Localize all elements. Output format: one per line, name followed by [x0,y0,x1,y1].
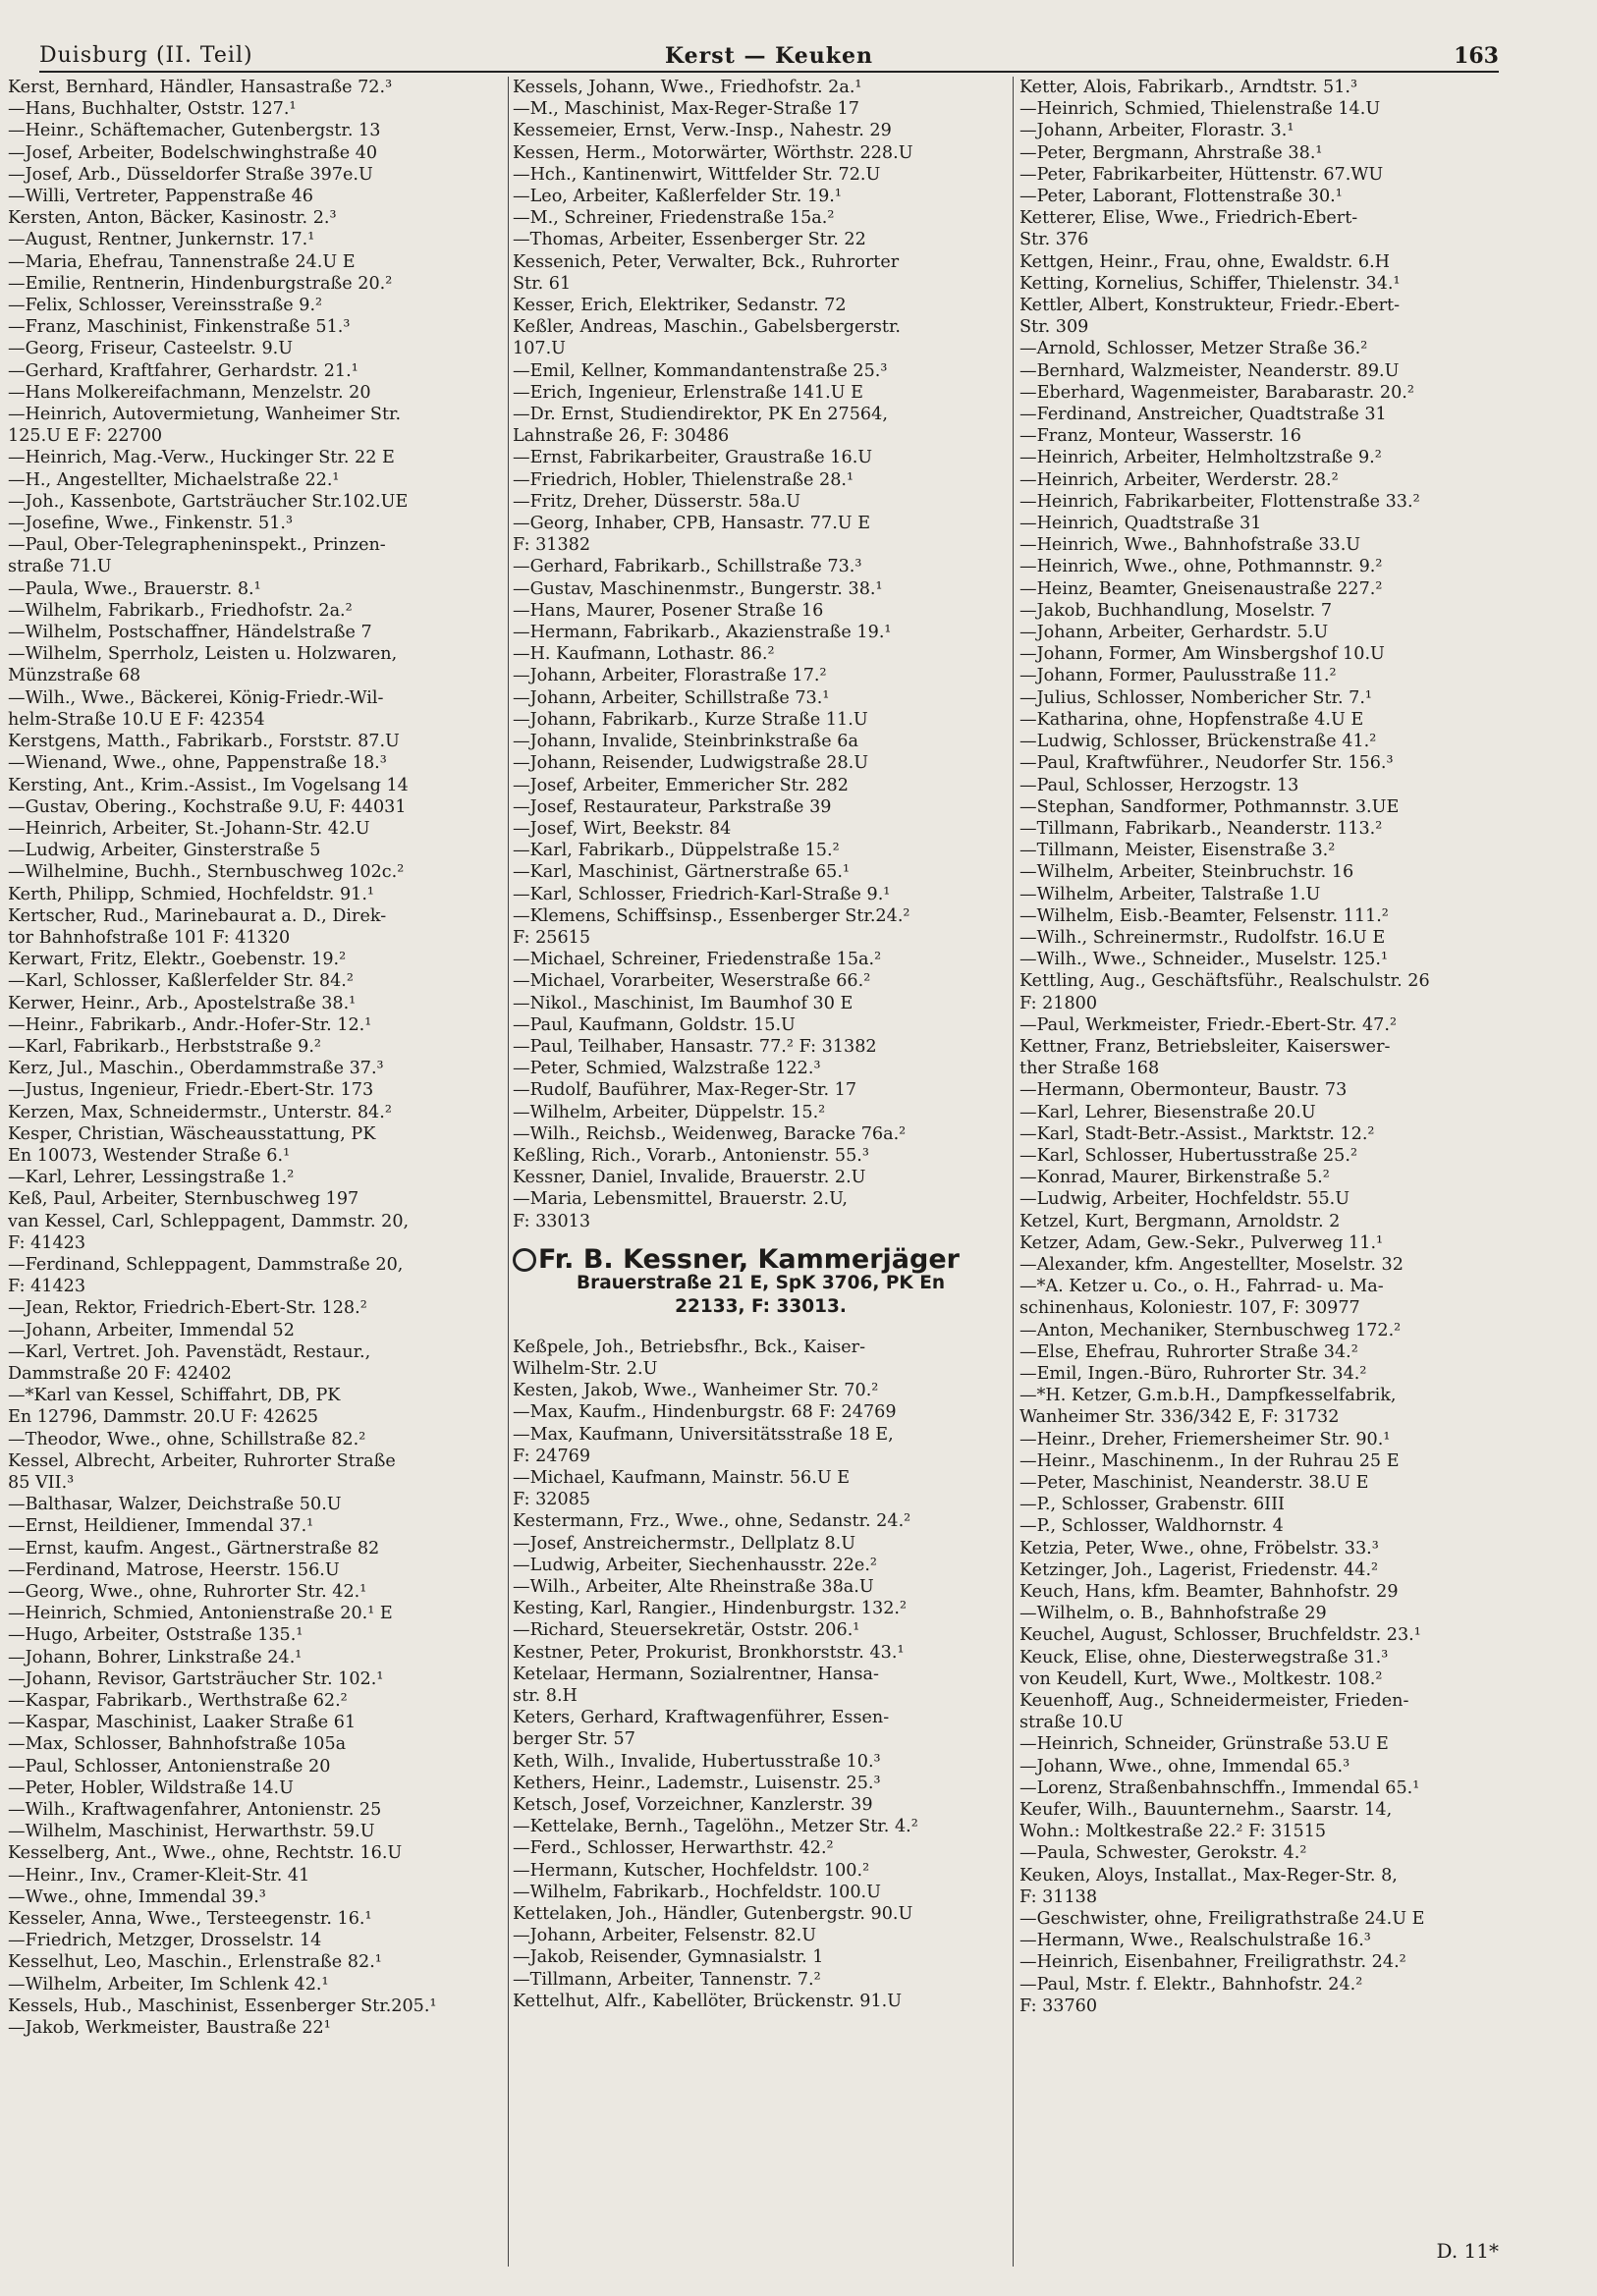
directory-entry-line: —*A. Ketzer u. Co., o. H., Fahrrad- u. Ma- [1019,1277,1384,1297]
directory-entry-line: —Georg, Friseur, Casteelstr. 9.U [8,339,294,359]
directory-entry-line: —Theodor, Wwe., ohne, Schillstraße 82.² [8,1429,366,1449]
directory-entry-line: straße 71.U [8,557,112,577]
directory-entry-line: Ketzinger, Joh., Lagerist, Friedenstr. 44.² [1019,1559,1379,1580]
directory-entry-line: —Justus, Ingenieur, Friedr.-Ebert-Str. 173 [8,1080,374,1101]
directory-entry-line: —Heinrich, Wwe., Bahnhofstraße 33.U [1019,535,1361,556]
directory-entry-line: Ketzer, Adam, Gew.-Sekr., Pulverweg 11.¹ [1019,1232,1384,1253]
directory-entry-line: —Willi, Vertreter, Pappenstraße 46 [8,187,313,207]
directory-entry-line: —Johann, Arbeiter, Felsenstr. 82.U [513,1926,817,1946]
directory-entry-line: —Karl, Fabrikarb., Düppelstraße 15.² [513,841,840,861]
directory-entry-line: Kersten, Anton, Bäcker, Kasinostr. 2.³ [8,208,337,229]
directory-entry-line: —Tillmann, Fabrikarb., Neanderstr. 113.² [1019,818,1383,839]
directory-entry-line: van Kessel, Carl, Schleppagent, Dammstr. 20, [8,1211,410,1231]
directory-entry-line: —Ernst, Fabrikarbeiter, Graustraße 16.U [513,448,873,468]
directory-entry-line: ther Straße 168 [1019,1059,1160,1079]
directory-entry-line: —Heinrich, Arbeiter, Werderstr. 28.² [1019,469,1339,490]
directory-entry-line: —Paul, Kraftwführer., Neudorfer Str. 156.³ [1019,753,1394,774]
directory-entry-line: —Johann, Former, Paulusstraße 11.² [1019,666,1337,686]
directory-entry-line: schinenhaus, Koloniestr. 107, F: 30977 [1019,1298,1360,1319]
directory-entry-line: —Karl, Maschinist, Gärtnerstraße 65.¹ [513,862,851,883]
page-number: 163 [1454,43,1499,69]
directory-entry-line: —Johann, Fabrikarb., Kurze Straße 11.U [513,709,868,730]
directory-entry-line: —Tillmann, Meister, Eisenstraße 3.² [1019,841,1336,861]
directory-entry-line: —Josef, Arbeiter, Emmericher Str. 282 [513,775,849,795]
directory-entry-line: —Paul, Schlosser, Herzogstr. 13 [1019,775,1299,795]
directory-entry-line: —Peter, Maschinist, Neanderstr. 38.U E [1019,1473,1369,1493]
directory-entry-line: —Karl, Fabrikarb., Herbststraße 9.² [8,1036,321,1057]
directory-entry-line: Ketter, Alois, Fabrikarb., Arndtstr. 51.³ [1019,78,1358,97]
directory-entry-line: —Josefine, Wwe., Finkenstr. 51.³ [8,514,294,534]
directory-entry-line: —Paul, Mstr. f. Elektr., Bahnhofstr. 24.² [1019,1974,1363,1995]
directory-entry-line: —Wilhelm, Fabrikarb., Friedhofstr. 2a.² [8,600,353,621]
directory-entry-line: —Wilhelm, Eisb.-Beamter, Felsenstr. 111.² [1019,905,1389,926]
directory-entry-line: —Maria, Lebensmittel, Brauerstr. 2.U, [513,1189,848,1210]
directory-entry-line: —Geschwister, ohne, Freiligrathstraße 24.U E [1019,1909,1425,1930]
column-3 [1019,77,1528,2267]
directory-entry-line: Str. 309 [1019,317,1089,338]
directory-entry-line: Kerwart, Fritz, Elektr., Goebenstr. 19.² [8,950,347,970]
directory-entry-line: —Hugo, Arbeiter, Oststraße 135.¹ [8,1625,303,1646]
directory-entry-line: Kerzen, Max, Schneidermstr., Unterstr. 84.² [8,1102,392,1122]
directory-entry-line: Kesting, Karl, Rangier., Hindenburgstr. 132.² [513,1599,908,1619]
directory-entry-line: —H., Angestellter, Michaelstraße 22.¹ [8,469,340,490]
directory-entry-line: F: 31382 [513,535,591,556]
directory-entry-line: von Keudell, Kurt, Wwe., Moltkestr. 108.² [1019,1668,1383,1689]
directory-entry-line: —Anton, Mechaniker, Sternbuschweg 172.² [1019,1320,1402,1340]
directory-entry-line: Kesseler, Anna, Wwe., Tersteegenstr. 16.¹ [8,1909,372,1930]
directory-entry-line: —Wilhelm, Arbeiter, Düppelstr. 15.² [513,1102,826,1122]
directory-entry-line: —Kettelake, Bernh., Tagelöhn., Metzer Str. 4.² [513,1817,918,1837]
directory-entry-line: —Tillmann, Arbeiter, Tannenstr. 7.² [513,1969,821,1990]
directory-entry-line: —Wilhelm, Maschinist, Herwarthstr. 59.U [8,1822,375,1842]
directory-entry-line: —Karl, Vertret. Joh. Pavenstädt, Restaur., [8,1341,371,1362]
directory-entry-line: Keufer, Wilh., Bauunternehm., Saarstr. 14, [1019,1800,1393,1821]
directory-entry-line: —Gustav, Maschinenmstr., Bungerstr. 38.¹ [513,578,883,599]
directory-entry-line: —Nikol., Maschinist, Im Baumhof 30 E [513,993,854,1013]
directory-entry-line: —Karl, Schlosser, Kaßlerfelder Str. 84.² [8,971,354,992]
directory-entry-line: —Alexander, kfm. Angestellter, Moselstr. 32 [1019,1254,1404,1275]
columns [8,77,1528,2267]
directory-entry-line: —Jakob, Buchhandlung, Moselstr. 7 [1019,600,1333,621]
directory-entry-line: Ketzia, Peter, Wwe., ohne, Fröbelstr. 33.³ [1019,1538,1379,1558]
directory-entry-line: —Ludwig, Arbeiter, Hochfeldstr. 55.U [1019,1189,1350,1210]
directory-entry-line: Wanheimer Str. 336/342 E, F: 31732 [1019,1407,1340,1428]
directory-entry-line: Kettelaken, Joh., Händler, Gutenbergstr. 90.U [513,1904,913,1925]
directory-entry-line: —Heinr., Maschinenm., In der Ruhrau 25 E [1019,1450,1400,1471]
directory-entry-line: —Paul, Werkmeister, Friedr.-Ebert-Str. 47.² [1019,1014,1397,1035]
directory-entry-line: —Wilhelm, Arbeiter, Im Schlenk 42.¹ [8,1974,329,1995]
directory-entry-line: —Georg, Wwe., ohne, Ruhrorter Str. 42.¹ [8,1582,367,1603]
directory-entry-line: Ketzel, Kurt, Bergmann, Arnoldstr. 2 [1019,1211,1341,1231]
directory-entry-line: Kessemeier, Ernst, Verw.-Insp., Nahestr. 29 [513,121,892,141]
directory-entry-line: —Heinrich, Eisenbahner, Freiligrathstr. 24.² [1019,1952,1406,1973]
directory-entry-line: —Wilh., Arbeiter, Alte Rheinstraße 38a.U [513,1577,874,1597]
directory-entry-line: Kessner, Daniel, Invalide, Brauerstr. 2.U [513,1168,866,1188]
directory-entry-line: Keters, Gerhard, Kraftwagenführer, Essen- [513,1708,890,1728]
directory-entry-line: —Stephan, Sandformer, Pothmannstr. 3.UE [1019,796,1400,817]
directory-entry-line: Kerwer, Heinr., Arb., Apostelstraße 38.¹ [8,993,357,1013]
directory-entry-line: Kerstgens, Matth., Fabrikarb., Forststr. 87.U [8,732,400,752]
directory-entry-line: —Friedrich, Hobler, Thielenstraße 28.¹ [513,469,854,490]
directory-entry-line: —Wilhelm, Arbeiter, Steinbruchstr. 16 [1019,862,1354,883]
directory-entry-line: —Balthasar, Walzer, Deichstraße 50.U [8,1495,342,1515]
directory-entry-line: Wohn.: Moltkestraße 22.² F: 31515 [1019,1822,1327,1842]
directory-entry-line: —Peter, Schmied, Walzstraße 122.³ [513,1059,821,1079]
header-city: Duisburg (II. Teil) [39,43,253,68]
directory-entry-line: Kessels, Hub., Maschinist, Essenberger Str.205.¹ [8,1995,437,2016]
directory-entry-line: Keuch, Hans, kfm. Beamter, Bahnhofstr. 29 [1019,1582,1399,1603]
directory-entry-line: —Heinr., Inv., Cramer-Kleit-Str. 41 [8,1865,310,1886]
directory-entry-line: —Konrad, Maurer, Birkenstraße 5.² [1019,1168,1330,1188]
directory-entry-line: —Peter, Bergmann, Ahrstraße 38.¹ [1019,142,1323,163]
directory-entry-line: —Franz, Maschinist, Finkenstraße 51.³ [8,317,351,338]
directory-entry-line: Kerth, Philipp, Schmied, Hochfeldstr. 91.¹ [8,884,374,904]
directory-entry-line: F: 24769 [513,1446,591,1466]
directory-entry-line: Kessel, Albrecht, Arbeiter, Ruhrorter Straße [8,1450,396,1471]
directory-entry-line: —Hermann, Fabrikarb., Akazienstraße 19.¹ [513,623,892,643]
directory-entry-line: Kesten, Jakob, Wwe., Wanheimer Str. 70.² [513,1381,879,1401]
directory-entry-line: Kettgen, Heinr., Frau, ohne, Ewaldstr. 6.H [1019,251,1391,272]
directory-entry-line: —Ferdinand, Anstreicher, Quadtstraße 31 [1019,405,1387,425]
directory-entry-line: Kerst, Bernhard, Händler, Hansastraße 72.³ [8,78,393,97]
directory-entry-line: Kessen, Herm., Motorwärter, Wörthstr. 228.U [513,142,913,163]
directory-entry-line: —Johann, Arbeiter, Florastraße 17.² [513,666,827,686]
directory-entry-line: Keuenhoff, Aug., Schneidermeister, Frieden- [1019,1691,1409,1712]
directory-entry-line: Keuchel, August, Schlosser, Bruchfeldstr. 23.¹ [1019,1625,1421,1646]
directory-entry-line: —Katharina, ohne, Hopfenstraße 4.U E [1019,709,1364,730]
directory-entry-line: Ketelaar, Hermann, Sozialrentner, Hansa- [513,1664,879,1684]
directory-entry-line: —Georg, Inhaber, CPB, Hansastr. 77.U E [513,514,871,534]
directory-entry-line: —Franz, Monteur, Wasserstr. 16 [1019,426,1301,447]
directory-entry-line: —Paula, Schwester, Gerokstr. 4.² [1019,1843,1307,1864]
directory-entry-line: —Hermann, Kutscher, Hochfeldstr. 100.² [513,1860,870,1881]
directory-entry-line: —Johann, Wwe., ohne, Immendal 65.³ [1019,1756,1350,1777]
directory-entry-line: —Paul, Ober-Telegrapheninspekt., Prinzen- [8,535,386,556]
ad-title: Fr. B. Kessner, Kammerjäger [538,1243,960,1275]
directory-entry-line: —Johann, Invalide, Steinbrinkstraße 6a [513,732,858,752]
directory-entry-line: —Max, Schlosser, Bahnhofstraße 105a [8,1734,347,1755]
directory-entry-line: —Wilh., Wwe., Bäckerei, König-Friedr.-Wil- [8,687,384,708]
directory-entry-line: F: 25615 [513,927,591,948]
directory-entry-line: —Dr. Ernst, Studiendirektor, PK En 27564, [513,405,888,425]
directory-entry-line: Kersting, Ant., Krim.-Assist., Im Vogelsang 14 [8,775,409,795]
directory-entry-line: —Heinr., Schäftemacher, Gutenbergstr. 13 [8,121,381,141]
column-2 [513,77,1014,2267]
directory-entry-line: F: 32085 [513,1490,591,1510]
directory-entry-line: —Peter, Hobler, Wildstraße 14.U [8,1777,294,1798]
directory-entry-line: —Karl, Schlosser, Friedrich-Karl-Straße 9.¹ [513,884,891,904]
directory-entry-line: helm-Straße 10.U E F: 42354 [8,709,265,730]
directory-entry-line: —Johann, Arbeiter, Schillstraße 73.¹ [513,687,830,708]
directory-entry-line: —Leo, Arbeiter, Kaßlerfelder Str. 19.¹ [513,187,842,207]
directory-entry-line: —Kaspar, Fabrikarb., Werthstraße 62.² [8,1691,348,1712]
directory-entry-line: —Johann, Reisender, Ludwigstraße 28.U [513,753,869,774]
directory-entry-line: —Julius, Schlosser, Nombericher Str. 7.¹ [1019,687,1372,708]
directory-entry-line: —Josef, Anstreichermstr., Dellplatz 8.U [513,1533,856,1554]
directory-entry-line: Str. 376 [1019,230,1089,250]
directory-entry-line: Kestermann, Frz., Wwe., ohne, Sedanstr. 24.² [513,1511,911,1532]
directory-entry-line: —P., Schlosser, Grabenstr. 6III [1019,1495,1285,1515]
directory-entry-line: —Maria, Ehefrau, Tannenstraße 24.U E [8,251,356,272]
directory-entry-line: Keßling, Rich., Vorarb., Antonienstr. 55.³ [513,1145,869,1166]
directory-entry-line: —Michael, Schreiner, Friedenstraße 15a.² [513,950,882,970]
directory-entry-line: —Peter, Fabrikarbeiter, Hüttenstr. 67.WU [1019,164,1384,185]
directory-entry-line: —Wilhelm, Arbeiter, Talstraße 1.U [1019,884,1321,904]
directory-entry-line: —Hermann, Wwe., Realschulstraße 16.³ [1019,1931,1371,1951]
directory-entry-line: —Fritz, Dreher, Düsserstr. 58a.U [513,491,801,512]
directory-entry-line: tor Bahnhofstraße 101 F: 41320 [8,927,291,948]
directory-entry-line: —Emil, Ingen.-Büro, Ruhrorter Str. 34.² [1019,1363,1367,1384]
directory-entry-line: Kettler, Albert, Konstrukteur, Friedr.-Ebert- [1019,296,1401,316]
directory-entry-line: berger Str. 57 [513,1729,635,1750]
directory-entry-line: —Josef, Arbeiter, Bodelschwinghstraße 40 [8,142,378,163]
directory-entry-line: 85 VII.³ [8,1473,75,1493]
directory-entry-line: —Bernhard, Walzmeister, Neanderstr. 89.U [1019,360,1400,381]
directory-entry-line: Wilhelm-Str. 2.U [513,1358,658,1379]
directory-entry-line: 107.U [513,339,567,359]
directory-entry-line: —Hch., Kantinenwirt, Wittfelder Str. 72.U [513,164,881,185]
directory-entry-line: —Gerhard, Kraftfahrer, Gerhardstr. 21.¹ [8,360,358,381]
directory-entry-line: —Erich, Ingenieur, Erlenstraße 141.U E [513,382,863,403]
directory-entry-line: Keß, Paul, Arbeiter, Sternbuschweg 197 [8,1189,359,1210]
directory-entry-line: —Heinrich, Arbeiter, St.-Johann-Str. 42.U [8,818,370,839]
directory-entry-line: —Michael, Kaufmann, Mainstr. 56.U E [513,1467,851,1488]
directory-entry-line: 125.U E F: 22700 [8,426,163,447]
directory-entry-line: Keßpele, Joh., Betriebsfhr., Bck., Kaiser- [513,1337,866,1357]
directory-entry-line: Kettner, Franz, Betriebsleiter, Kaiserswer- [1019,1036,1391,1057]
directory-entry-line: —Johann, Revisor, Gartsträucher Str. 102.¹ [8,1668,384,1689]
directory-entry-line: —Wilh., Schreinermstr., Rudolfstr. 16.U E [1019,927,1386,948]
directory-entry-line: —Karl, Lehrer, Biesenstraße 20.U [1019,1102,1316,1122]
directory-entry-line: Ketsch, Josef, Vorzeichner, Kanzlerstr. 39 [513,1795,873,1816]
directory-entry-line: —Jakob, Werkmeister, Baustraße 22¹ [8,2018,331,2039]
directory-entry-line: —Heinrich, Arbeiter, Helmholtzstraße 9.² [1019,448,1382,468]
directory-entry-line: —Felix, Schlosser, Vereinsstraße 9.² [8,296,323,316]
directory-entry-line: —Wilh., Reichsb., Weidenweg, Baracke 76a.² [513,1123,907,1144]
header-range: Kerst — Keuken [665,43,873,69]
directory-entry-line: —Wilhelm, Postschaffner, Händelstraße 7 [8,623,372,643]
directory-entry-line: —Paul, Teilhaber, Hansastr. 77.² F: 31382 [513,1036,877,1057]
directory-entry-line: —Heinrich, Autovermietung, Wanheimer Str. [8,405,402,425]
directory-entry-line: —Heinrich, Schneider, Grünstraße 53.U E [1019,1734,1389,1755]
directory-entry-line: —Emilie, Rentnerin, Hindenburgstraße 20.² [8,273,393,294]
directory-entry-line: —M., Maschinist, Max-Reger-Straße 17 [513,99,859,120]
directory-entry-line: Kesper, Christian, Wäscheausstattung, PK [8,1123,376,1144]
directory-entry-line: —Wilhelm, o. B., Bahnhofstraße 29 [1019,1604,1327,1624]
directory-entry-line: —Arnold, Schlosser, Metzer Straße 36.² [1019,339,1368,359]
directory-entry-line: Kettelhut, Alfr., Kabellöter, Brückenstr. 91.U [513,1991,903,2011]
ad-address-line: Brauerstraße 21 E, SpK 3706, PK En [576,1272,946,1293]
directory-entry-line: —Gerhard, Fabrikarb., Schillstraße 73.³ [513,557,862,577]
directory-entry-line: —Michael, Vorarbeiter, Weserstraße 66.² [513,971,871,992]
directory-entry-line: —Ferdinand, Matrose, Heerstr. 156.U [8,1559,340,1580]
directory-entry-line: —Ludwig, Schlosser, Brückenstraße 41.² [1019,732,1377,752]
directory-entry-line: —Rudolf, Bauführer, Max-Reger-Str. 17 [513,1080,857,1101]
directory-entry-line: Ketterer, Elise, Wwe., Friedrich-Ebert- [1019,208,1358,229]
directory-entry-line: —Heinrich, Mag.-Verw., Huckinger Str. 22 E [8,448,395,468]
directory-entry-line: —Friedrich, Metzger, Drosselstr. 14 [8,1931,322,1951]
directory-entry-line: —H. Kaufmann, Lothastr. 86.² [513,644,775,665]
directory-entry-line: —Josef, Restaurateur, Parkstraße 39 [513,796,832,817]
directory-entry-line: —Josef, Arb., Düsseldorfer Straße 397e.U [8,164,373,185]
ad-contact-line: 22133, F: 33013. [675,1295,847,1317]
directory-entry-line: —Peter, Laborant, Flottenstraße 30.¹ [1019,187,1343,207]
directory-entry-line: straße 10.U [1019,1713,1124,1733]
directory-entry-line: Keuken, Aloys, Installat., Max-Reger-Str. 8, [1019,1865,1398,1886]
directory-entry-line: —P., Schlosser, Waldhornstr. 4 [1019,1516,1284,1537]
directory-entry-line: —Hans, Buchhalter, Oststr. 127.¹ [8,99,297,120]
directory-entry-line: Kestner, Peter, Prokurist, Bronkhorststr. 43.¹ [513,1642,905,1663]
directory-entry-line: —Heinr., Fabrikarb., Andr.-Hofer-Str. 12.¹ [8,1014,372,1035]
directory-entry-line: —*H. Ketzer, G.m.b.H., Dampfkesselfabrik, [1019,1386,1397,1406]
directory-entry-line: —Ludwig, Arbeiter, Ginsterstraße 5 [8,841,321,861]
directory-entry-line: —Josef, Wirt, Beekstr. 84 [513,818,732,839]
directory-entry-line: Dammstraße 20 F: 42402 [8,1363,232,1384]
directory-entry-line: F: 33760 [1019,1995,1098,2016]
directory-entry-line: —Heinrich, Quadtstraße 31 [1019,514,1262,534]
directory-entry-line: —Emil, Kellner, Kommandantenstraße 25.³ [513,360,888,381]
directory-entry-line: —Thomas, Arbeiter, Essenberger Str. 22 [513,230,866,250]
directory-entry-line: Keßler, Andreas, Maschin., Gabelsbergerstr. [513,317,902,338]
directory-entry-line: Kessels, Johann, Wwe., Friedhofstr. 2a.¹ [513,78,862,97]
directory-entry-line: —Johann, Arbeiter, Florastr. 3.¹ [1019,121,1294,141]
directory-entry-line: —Klemens, Schiffsinsp., Essenberger Str.24.² [513,905,910,926]
directory-entry-line: Kerz, Jul., Maschin., Oberdammstraße 37.³ [8,1059,384,1079]
directory-entry-line: Kessenich, Peter, Verwalter, Bck., Ruhrorter [513,251,900,272]
directory-entry-line: —Karl, Schlosser, Hubertusstraße 25.² [1019,1145,1358,1166]
directory-entry-line: Keth, Wilh., Invalide, Hubertusstraße 10.³ [513,1751,881,1772]
directory-entry-line: —Heinrich, Schmied, Thielenstraße 14.U [1019,99,1381,120]
directory-entry-line: —Paul, Schlosser, Antonienstraße 20 [8,1756,331,1777]
directory-entry-line: —Jakob, Reisender, Gymnasialstr. 1 [513,1947,824,1968]
directory-entry-line: —Wilhelm, Sperrholz, Leisten u. Holzwaren, [8,644,398,665]
directory-entry-line: —August, Rentner, Junkernstr. 17.¹ [8,230,315,250]
directory-entry-line: —Karl, Stadt-Betr.-Assist., Marktstr. 12.² [1019,1123,1375,1144]
directory-entry-line: —Hans, Maurer, Posener Straße 16 [513,600,824,621]
directory-entry-line: Str. 61 [513,273,572,294]
directory-entry-line: Ketting, Kornelius, Schiffer, Thielenstr. 34.¹ [1019,273,1401,294]
directory-entry-line: —Hermann, Obermonteur, Baustr. 73 [1019,1080,1348,1101]
directory-entry-line: —Wienand, Wwe., ohne, Pappenstraße 18.³ [8,753,387,774]
directory-entry-line: —Ludwig, Arbeiter, Siechenhausstr. 22e.² [513,1555,877,1575]
directory-entry-line: —Jean, Rektor, Friedrich-Ebert-Str. 128.² [8,1298,367,1319]
directory-entry-line: —M., Schreiner, Friedenstraße 15a.² [513,208,835,229]
directory-entry-line: En 12796, Dammstr. 20.U F: 42625 [8,1407,319,1428]
directory-entry-line: En 10073, Westender Straße 6.¹ [8,1145,291,1166]
directory-entry-line: —Wilhelmine, Buchh., Sternbuschweg 102c.² [8,862,405,883]
directory-entry-line: —Ferdinand, Schleppagent, Dammstraße 20, [8,1254,404,1275]
directory-entry-line: —Kaspar, Maschinist, Laaker Straße 61 [8,1713,357,1733]
directory-entry-line: F: 31138 [1019,1886,1098,1907]
directory-entry-line: —Eberhard, Wagenmeister, Barabarastr. 20.² [1019,382,1414,403]
directory-entry-line: —Johann, Bohrer, Linkstraße 24.¹ [8,1647,303,1667]
directory-entry-line: —Johann, Former, Am Winsbergshof 10.U [1019,644,1385,665]
directory-entry-line: —Max, Kaufm., Hindenburgstr. 68 F: 24769 [513,1402,897,1423]
directory-entry-line: Kertscher, Rud., Marinebaurat a. D., Direk- [8,905,387,926]
directory-entry-line: Kettling, Aug., Geschäftsführ., Realschulstr. 26 [1019,971,1430,992]
directory-entry-line: F: 41423 [8,1277,86,1297]
page-header [39,37,1499,73]
directory-entry-line: Kesselhut, Leo, Maschin., Erlenstraße 82.¹ [8,1952,382,1973]
directory-entry-line: —Ernst, Heildiener, Immendal 37.¹ [8,1516,314,1537]
advertisement [513,1243,1009,1319]
page-footer-mark: D. 11* [1436,2239,1499,2263]
directory-entry-line: F: 41423 [8,1232,86,1253]
directory-entry-line: —Heinrich, Schmied, Antonienstraße 20.¹ E [8,1604,393,1624]
directory-entry-line: —Johann, Arbeiter, Immendal 52 [8,1320,295,1340]
directory-entry-line: —Ernst, kaufm. Angest., Gärtnerstraße 82 [8,1538,380,1558]
directory-entry-line: —Max, Kaufmann, Universitätsstraße 18 E, [513,1424,894,1445]
directory-entry-line: —Karl, Lehrer, Lessingstraße 1.² [8,1168,295,1188]
directory-entry-line: —Heinz, Beamter, Gneisenaustraße 227.² [1019,578,1383,599]
directory-entry-line: —Else, Ehefrau, Ruhrorter Straße 34.² [1019,1341,1358,1362]
directory-entry-line: —Ferd., Schlosser, Herwarthstr. 42.² [513,1838,834,1859]
directory-entry-line: Münzstraße 68 [8,666,141,686]
directory-entry-line: str. 8.H [513,1686,578,1707]
ad-title-row [513,1243,1009,1275]
directory-entry-line: F: 21800 [1019,993,1098,1013]
directory-entry-line: Kesser, Erich, Elektriker, Sedanstr. 72 [513,296,847,316]
directory-entry-line: —Heinr., Dreher, Friemersheimer Str. 90.¹ [1019,1429,1391,1449]
directory-entry-line: Kesselberg, Ant., Wwe., ohne, Rechtstr. 16.U [8,1843,403,1864]
directory-entry-line: —Richard, Steuersekretär, Oststr. 206.¹ [513,1620,860,1641]
directory-entry-line: —Hans Molkereifachmann, Menzelstr. 20 [8,382,371,403]
directory-entry-line: —Heinrich, Fabrikarbeiter, Flottenstraße 33.² [1019,491,1420,512]
directory-entry-line: —Heinrich, Wwe., ohne, Pothmannstr. 9.² [1019,557,1383,577]
directory-entry-line: Lahnstraße 26, F: 30486 [513,426,730,447]
ring-logo-icon [513,1248,536,1272]
directory-entry-line: —Wwe., ohne, Immendal 39.³ [8,1886,266,1907]
directory-entry-line: —Lorenz, Straßenbahnschffn., Immendal 65.¹ [1019,1777,1420,1798]
directory-entry-line: —Joh., Kassenbote, Gartsträucher Str.102.UE [8,491,409,512]
directory-entry-line: Kethers, Heinr., Lademstr., Luisenstr. 25.³ [513,1773,881,1793]
directory-entry-line: F: 33013 [513,1211,591,1231]
directory-entry-line: —Wilh., Kraftwagenfahrer, Antonienstr. 25 [8,1800,382,1821]
directory-entry-line: Keuck, Elise, ohne, Diesterwegstraße 31.³ [1019,1647,1389,1667]
directory-entry-line: —Paula, Wwe., Brauerstr. 8.¹ [8,578,261,599]
directory-entry-line: —Gustav, Obering., Kochstraße 9.U, F: 44031 [8,796,407,817]
directory-entry-line: —Wilhelm, Fabrikarb., Hochfeldstr. 100.U [513,1882,881,1902]
directory-entry-line: —Wilh., Wwe., Schneider., Muselstr. 125.¹ [1019,950,1388,970]
column-1 [8,77,509,2267]
directory-entry-line: —*Karl van Kessel, Schiffahrt, DB, PK [8,1386,341,1406]
directory-entry-line: —Paul, Kaufmann, Goldstr. 15.U [513,1014,796,1035]
directory-entry-line: —Johann, Arbeiter, Gerhardstr. 5.U [1019,623,1329,643]
